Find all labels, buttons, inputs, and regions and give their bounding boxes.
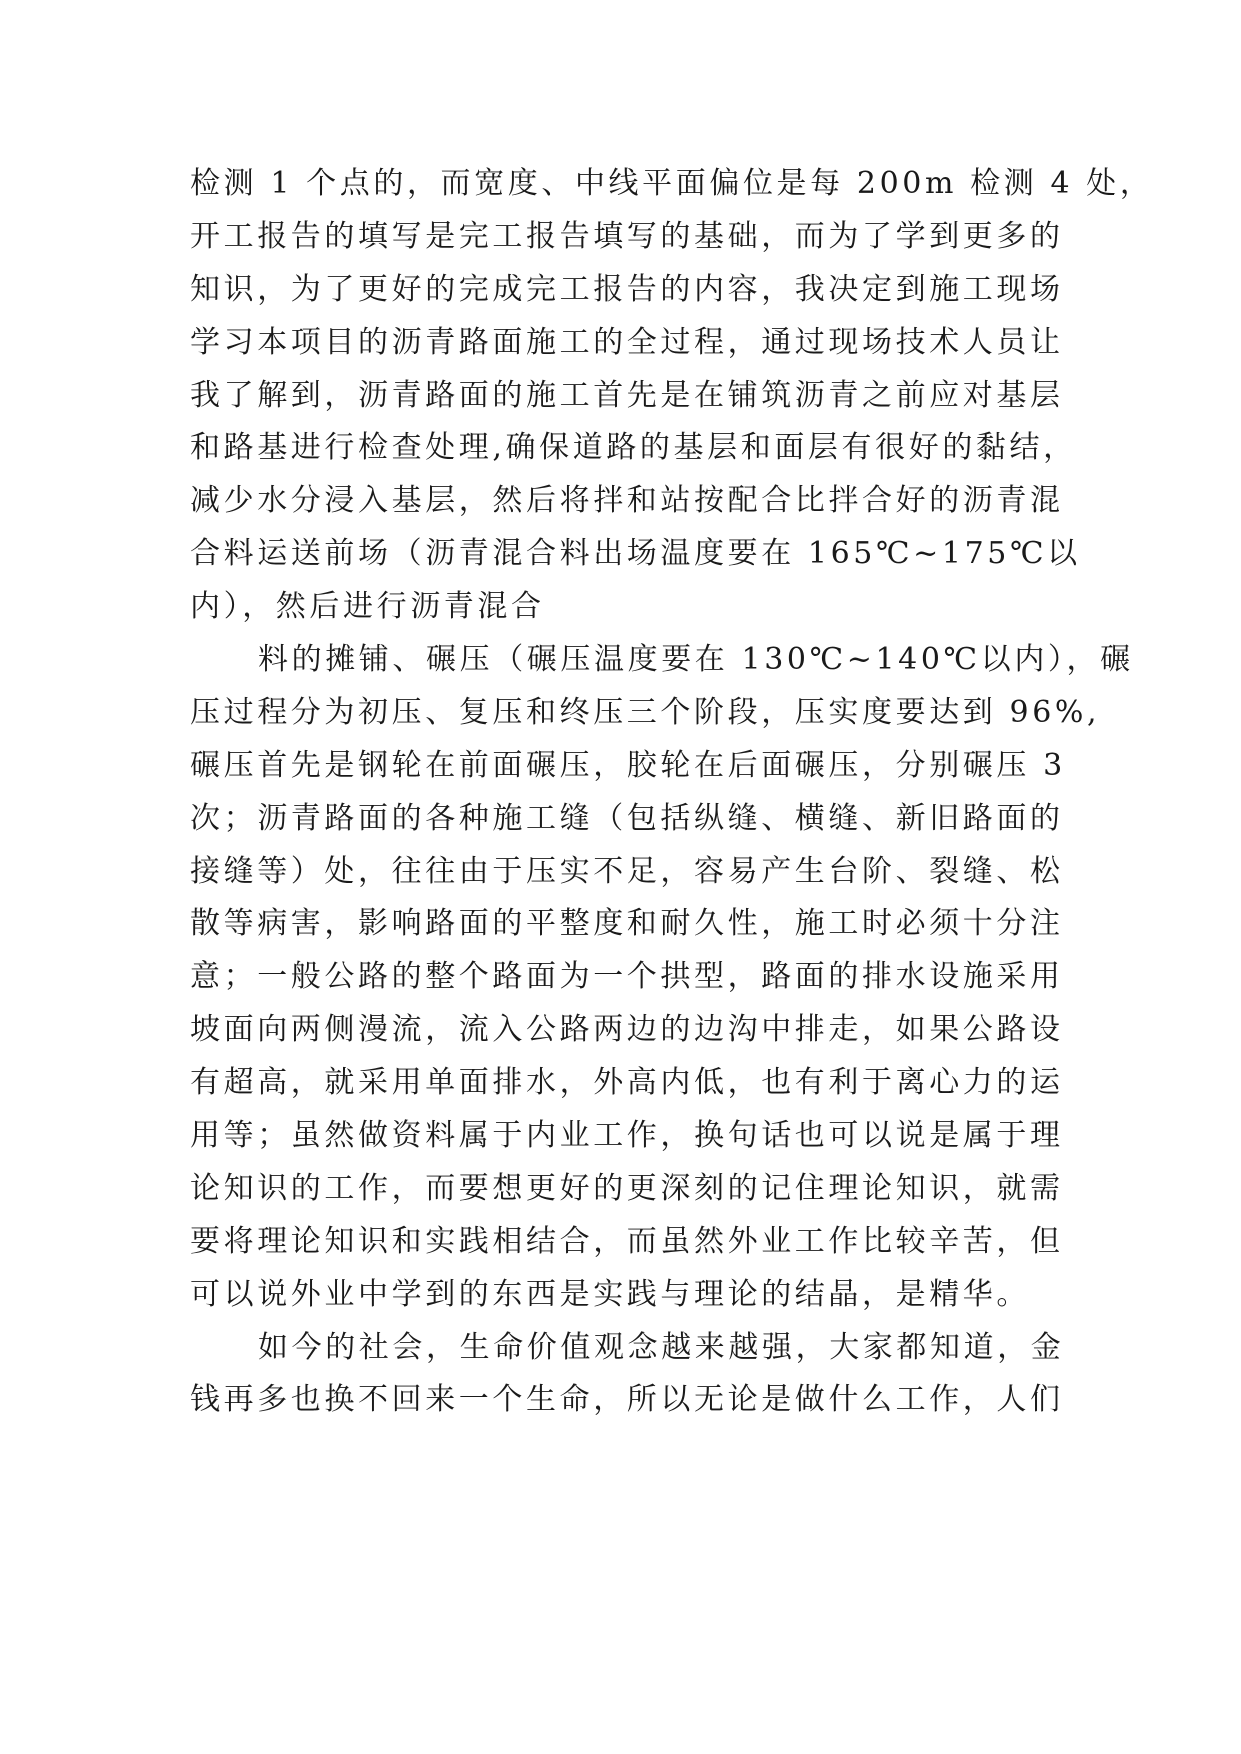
text-line: 散等病害，影响路面的平整度和耐久性，施工时必须十分注	[190, 906, 1064, 942]
text-line: 压过程分为初压、复压和终压三个阶段，压实度要达到 96%,	[190, 694, 1101, 730]
text-line: 知识，为了更好的完成完工报告的内容，我决定到施工现场	[190, 271, 1064, 307]
text-line: 可以说外业中学到的东西是实践与理论的结晶，是精华。	[190, 1276, 1030, 1312]
text-line: 料的摊铺、碾压（碾压温度要在 130℃~140℃以内），碾	[258, 642, 1134, 678]
text-line: 次；沥青路面的各种施工缝（包括纵缝、横缝、新旧路面的	[190, 800, 1064, 836]
text-line: 意；一般公路的整个路面为一个拱型，路面的排水设施采用	[190, 959, 1064, 995]
text-line: 学习本项目的沥青路面施工的全过程，通过现场技术人员让	[190, 324, 1064, 360]
text-line: 接缝等）处，往往由于压实不足，容易产生台阶、裂缝、松	[190, 853, 1064, 889]
text-line: 减少水分浸入基层，然后将拌和站按配合比拌合好的沥青混	[190, 483, 1064, 519]
text-line: 如今的社会，生命价值观念越来越强，大家都知道，金	[258, 1329, 1065, 1365]
text-line: 坡面向两侧漫流，流入公路两边的边沟中排走，如果公路设	[190, 1012, 1064, 1048]
text-line: 检测 1 个点的，而宽度、中线平面偏位是每 200m 检测 4 处，	[190, 166, 1154, 201]
text-line: 论知识的工作，而要想更好的更深刻的记住理论知识，就需	[190, 1170, 1064, 1206]
text-line: 内），然后进行沥青混合	[190, 589, 545, 625]
text-line: 开工报告的填写是完工报告填写的基础，而为了学到更多的	[190, 218, 1064, 254]
text-line: 和路基进行检查处理,确保道路的基层和面层有很好的黏结，	[190, 430, 1077, 466]
text-line: 合料运送前场（沥青混合料出场温度要在 165℃~175℃以	[190, 536, 1081, 572]
text-line: 用等；虽然做资料属于内业工作，换句话也可以说是属于理	[190, 1118, 1064, 1154]
text-line: 碾压首先是钢轮在前面碾压，胶轮在后面碾压，分别碾压 3	[190, 747, 1066, 783]
paragraph-3	[190, 1322, 1065, 1428]
text-line: 要将理论知识和实践相结合，而虽然外业工作比较辛苦，但	[190, 1223, 1064, 1259]
paragraph-2	[190, 634, 1134, 1322]
text-line: 有超高，就采用单面排水，外高内低，也有利于离心力的运	[190, 1065, 1064, 1101]
text-line: 我了解到，沥青路面的施工首先是在铺筑沥青之前应对基层	[190, 377, 1064, 413]
body-text	[190, 158, 1154, 1427]
text-line: 钱再多也换不回来一个生命，所以无论是做什么工作，人们	[190, 1382, 1064, 1418]
paragraph-1	[190, 158, 1154, 634]
